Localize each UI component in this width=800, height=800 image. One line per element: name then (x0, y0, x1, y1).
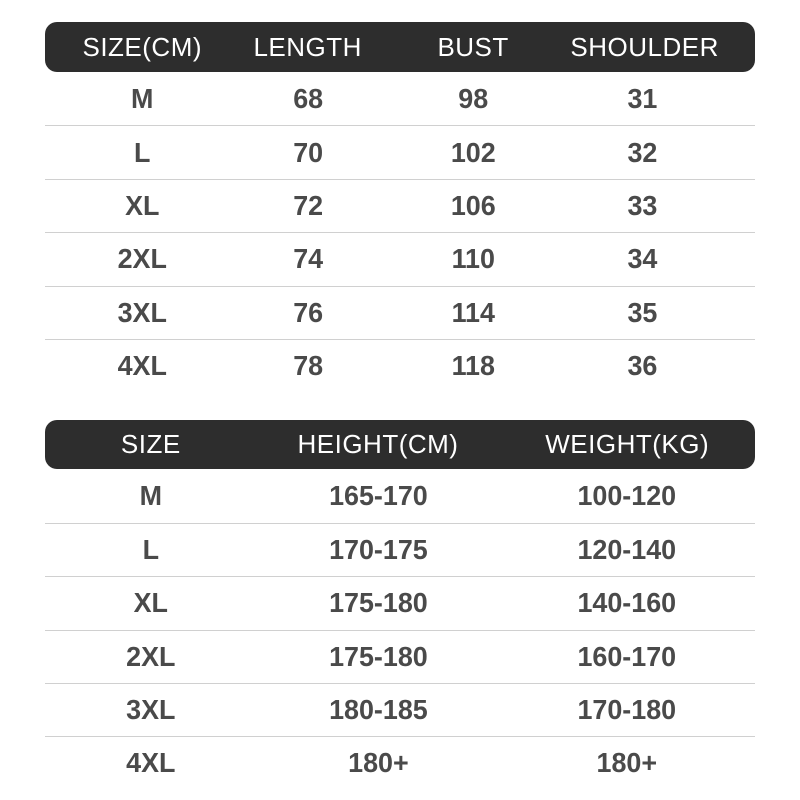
table-cell: 98 (458, 82, 489, 114)
table-cell: 68 (292, 82, 323, 114)
table-cell: 74 (292, 243, 323, 275)
table-cell: L (134, 136, 151, 168)
table-row-xl (45, 179, 755, 232)
table-cell: 72 (292, 189, 323, 221)
table-cell: XL (125, 189, 160, 221)
table-cell: XL (133, 587, 168, 619)
table-row-4xl (45, 736, 755, 789)
column-header-length: LENGTH (253, 31, 362, 62)
table-row-4xl (45, 339, 755, 392)
garment-table-body (45, 72, 755, 392)
garment-measurements-table (45, 22, 755, 392)
table-cell: 34 (627, 243, 658, 275)
table-row-l (45, 125, 755, 178)
column-header-bust: BUST (437, 31, 509, 62)
table-cell: 33 (627, 189, 658, 221)
table-cell: 160-170 (577, 640, 677, 672)
table-cell: 3XL (126, 694, 176, 726)
table-row-3xl (45, 286, 755, 339)
table-cell: 106 (450, 189, 496, 221)
table-row-2xl (45, 232, 755, 285)
table-cell: 175-180 (328, 587, 428, 619)
table-cell: 170-175 (328, 533, 428, 565)
table-cell: 35 (627, 296, 658, 328)
column-header-weight-kg: WEIGHT(KG) (545, 429, 710, 460)
table-cell: M (139, 480, 162, 512)
table-row-3xl (45, 683, 755, 736)
recommendation-table-header (45, 420, 755, 469)
recommendation-table-body (45, 469, 755, 789)
column-header-shoulder: SHOULDER (570, 31, 719, 62)
column-header-height-cm: HEIGHT(CM) (297, 429, 459, 460)
table-cell: M (131, 82, 154, 114)
column-header-size: SIZE (120, 429, 181, 460)
table-cell: 114 (451, 296, 495, 328)
table-cell: 36 (627, 350, 658, 382)
table-cell: 175-180 (328, 640, 428, 672)
table-cell: 32 (627, 136, 658, 168)
table-cell: 3XL (117, 296, 167, 328)
table-cell: 4XL (126, 747, 176, 779)
table-row-m (45, 72, 755, 125)
table-cell: 180-185 (328, 694, 428, 726)
table-cell: 102 (450, 136, 496, 168)
table-cell: 110 (451, 243, 495, 275)
table-cell: 118 (451, 350, 495, 382)
table-cell: 4XL (117, 350, 167, 382)
table-row-2xl (45, 630, 755, 683)
table-cell: 31 (627, 82, 658, 114)
table-cell: 78 (292, 350, 323, 382)
table-cell: 165-170 (328, 480, 428, 512)
table-cell: 76 (292, 296, 323, 328)
table-row-l (45, 523, 755, 576)
column-header-size-cm: SIZE(CM) (82, 31, 203, 62)
table-cell: 180+ (347, 747, 409, 779)
table-cell: 2XL (117, 243, 167, 275)
table-cell: 2XL (126, 640, 176, 672)
table-cell: L (142, 533, 160, 565)
size-recommendation-table (45, 420, 755, 789)
table-cell: 170-180 (577, 694, 677, 726)
table-cell: 70 (292, 136, 323, 168)
table-row-m (45, 469, 755, 522)
table-cell: 180+ (596, 747, 658, 779)
table-row-xl (45, 576, 755, 629)
table-cell: 140-160 (577, 587, 677, 619)
table-cell: 120-140 (577, 533, 677, 565)
table-cell: 100-120 (577, 480, 677, 512)
garment-table-header (45, 22, 755, 72)
